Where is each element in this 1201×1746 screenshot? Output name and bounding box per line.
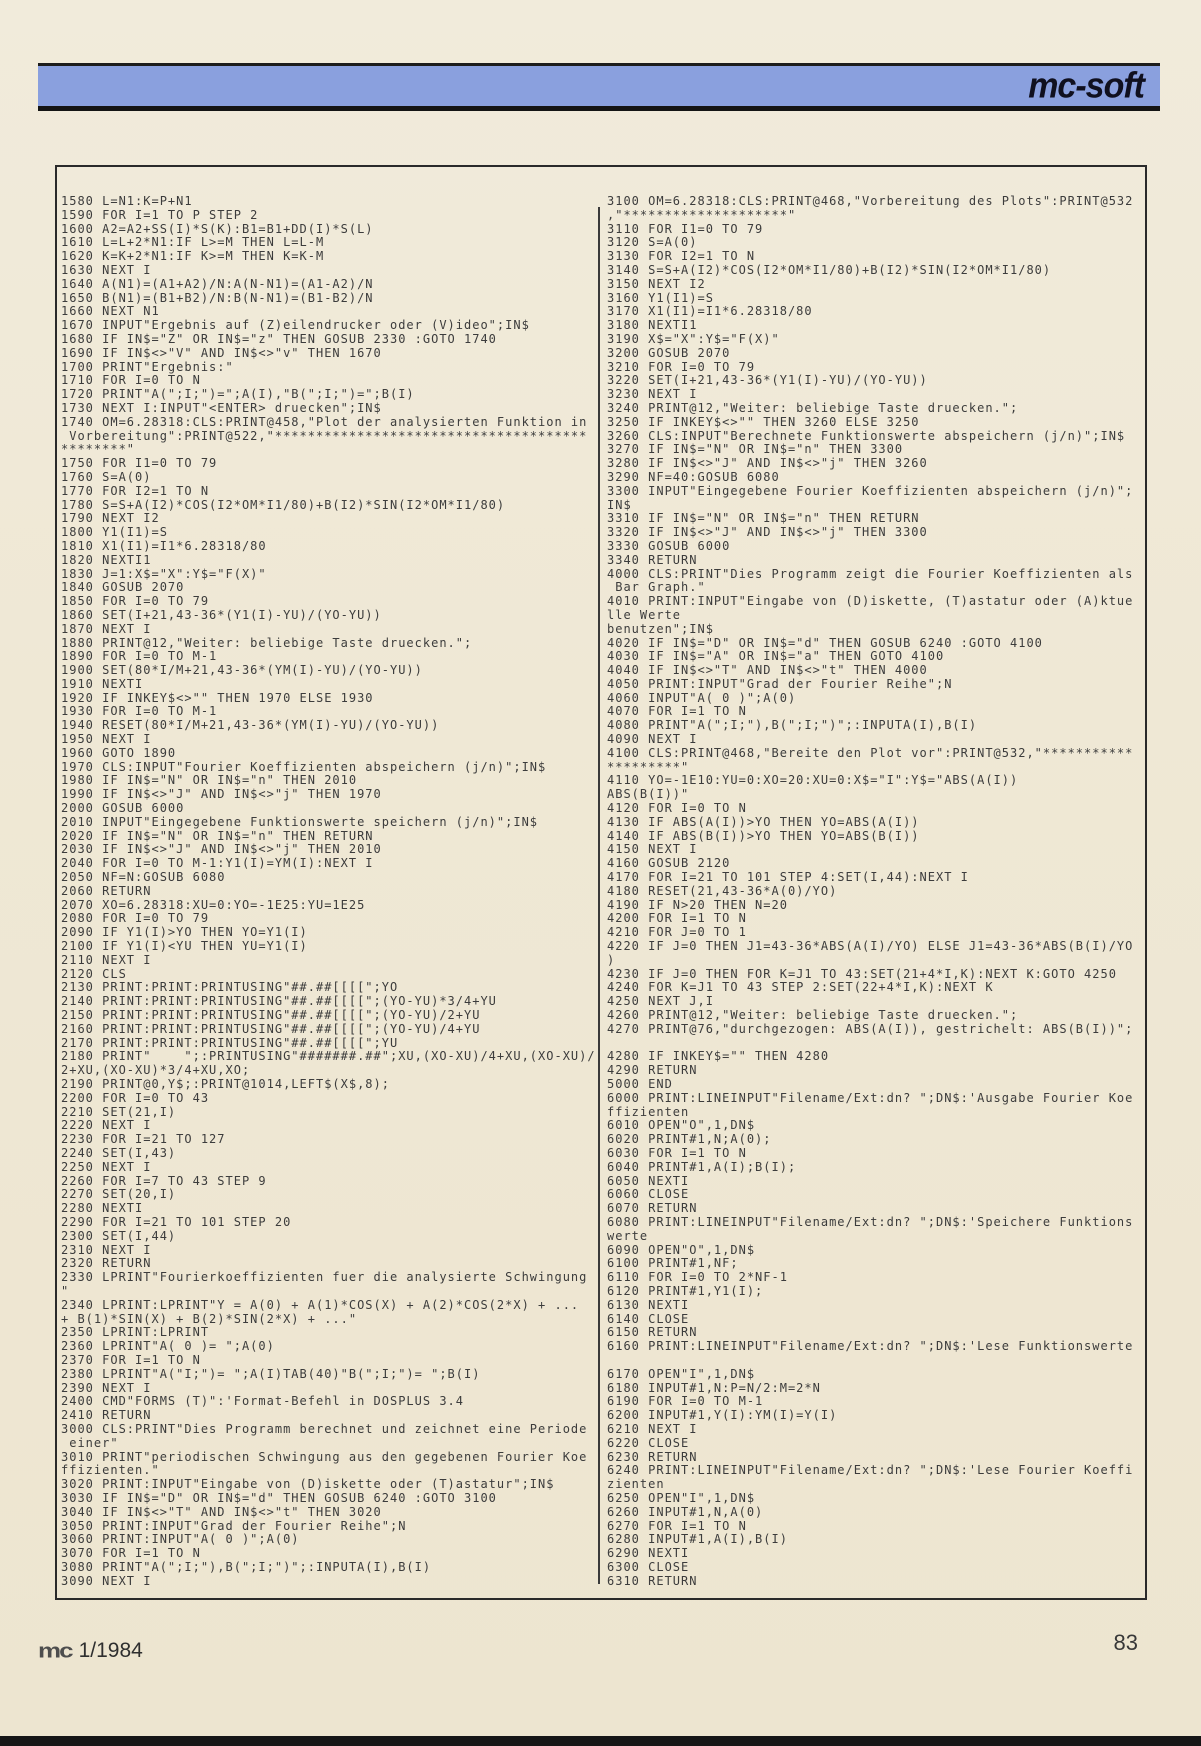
code-line: 4060 INPUT"A( 0 )";A(0) (607, 690, 797, 705)
code-line: 2310 NEXT I (61, 1242, 152, 1257)
code-line: 3090 NEXT I (61, 1573, 152, 1588)
code-line: " (61, 1283, 70, 1298)
code-line: 1590 FOR I=1 TO P STEP 2 (61, 207, 259, 222)
code-line: 1820 NEXTI1 (61, 552, 152, 567)
code-line: 3300 INPUT"Eingegebene Fourier Koeffizienten abspeichern (j/n)"; (607, 483, 1134, 498)
code-line: 2210 SET(21,I) (61, 1104, 177, 1119)
code-line: 2300 SET(I,44) (61, 1228, 177, 1243)
code-line: 3250 IF INKEY$<>"" THEN 3260 ELSE 3250 (607, 414, 920, 429)
code-line: 3210 FOR I=0 TO 79 (607, 359, 756, 374)
code-line: 3060 PRINT:INPUT"A( 0 )";A(0) (61, 1532, 300, 1547)
page-footer (38, 1630, 1160, 1670)
code-line: 2250 NEXT I (61, 1159, 152, 1174)
code-line: 4220 IF J=0 THEN J1=43-36*ABS(A(I)/YO) ELSE J1=43-36*ABS(B(I)/YO (607, 939, 1134, 954)
code-line: 4090 NEXT I (607, 732, 698, 747)
code-line: 2190 PRINT@0,Y$;:PRINT@1014,LEFT$(X$,8); (61, 1077, 390, 1091)
code-line: 5000 END (607, 1077, 673, 1091)
scan-edge-strip (0, 1736, 1201, 1746)
code-line (607, 1037, 1141, 1051)
code-line: 3280 IF IN$<>"J" AND IN$<>"j" THEN 3260 (607, 456, 928, 471)
code-line: 6220 CLOSE (607, 1435, 690, 1450)
code-line: 1780 S=S+A(I2)*COS(I2*OM*I1/80)+B(I2)*SIN(I2*OM*I1/80) (61, 497, 506, 512)
code-line: 2230 FOR I=21 TO 127 (61, 1132, 226, 1147)
code-line: 1830 J=1:X$="X":Y$="F(X)" (61, 566, 267, 581)
code-line: 1840 GOSUB 2070 (61, 580, 185, 595)
code-line: 6200 INPUT#1,Y(I):YM(I)=Y(I) (607, 1408, 838, 1423)
footer-left (38, 1636, 143, 1663)
code-line: 3230 NEXT I (607, 387, 698, 402)
code-line: 2160 PRINT:PRINT:PRINTUSING"##.##[[[[";(YO-YU)/4+YU (61, 1021, 481, 1036)
code-line: 1890 FOR I=0 TO M-1 (61, 649, 218, 664)
code-line: ffizienten." (61, 1463, 160, 1478)
code-line: 1740 OM=6.28318:CLS:PRINT@458,"Plot der analysierten Funktion in (61, 414, 588, 429)
code-line: 1930 FOR I=0 TO M-1 (61, 704, 218, 719)
code-line: 3330 GOSUB 6000 (607, 538, 731, 553)
code-line: 3260 CLS:INPUT"Berechnete Funktionswerte abspeichern (j/n)";IN$ (607, 428, 1126, 443)
code-line: 2100 IF Y1(I)<YU THEN YU=Y1(I) (61, 939, 308, 954)
code-line: 3020 PRINT:INPUT"Eingabe von (D)iskette oder (T)astatur";IN$ (61, 1477, 555, 1492)
code-line: 4050 PRINT:INPUT"Grad der Fourier Reihe";N (607, 676, 953, 691)
code-line: 6290 NEXTI (607, 1546, 690, 1561)
code-line: 1970 CLS:INPUT"Fourier Koeffizienten abspeichern (j/n)";IN$ (61, 759, 547, 774)
code-line: 2060 RETURN (61, 883, 152, 898)
code-line: 6010 OPEN"O",1,DN$ (607, 1118, 756, 1133)
code-line: 1750 FOR I1=0 TO 79 (61, 456, 218, 471)
code-line: 6070 RETURN (607, 1201, 698, 1216)
code-line: 6260 INPUT#1,N,A(0) (607, 1504, 764, 1519)
code-line: 6020 PRINT#1,N;A(0); (607, 1132, 772, 1147)
code-line: 6160 PRINT:LINEINPUT"Filename/Ext:dn? ";DN$:'Lese Funktionswerte (607, 1339, 1134, 1354)
code-line: *********" (607, 759, 690, 774)
code-line: 6050 NEXTI (607, 1173, 690, 1188)
code-line: 2350 LPRINT:LPRINT (61, 1325, 210, 1340)
code-line: ) (607, 952, 616, 967)
code-column-left (61, 195, 597, 1588)
code-line: 1670 INPUT"Ergebnis auf (Z)eilendrucker oder (V)ideo";IN$ (61, 318, 530, 333)
code-line: zienten (607, 1477, 665, 1492)
code-line: + B(1)*SIN(X) + B(2)*SIN(2*X) + ..." (61, 1311, 358, 1326)
code-line: 2240 SET(I,43) (61, 1145, 177, 1160)
code-line: 1610 L=L+2*N1:IF L>=M THEN L=L-M (61, 235, 325, 250)
code-line: 6030 FOR I=1 TO N (607, 1145, 747, 1160)
code-line: 2400 CMD"FORMS (T)":'Format-Befehl in DOSPLUS 3.4 (61, 1394, 465, 1409)
code-line: 4000 CLS:PRINT"Dies Programm zeigt die Fourier Koeffizienten als (607, 566, 1134, 581)
code-line: 3110 FOR I1=0 TO 79 (607, 221, 764, 236)
code-line: 1650 B(N1)=(B1+B2)/N:B(N-N1)=(B1-B2)/N (61, 290, 374, 305)
mc-logo: mc (38, 1638, 72, 1663)
code-line: 6190 FOR I=0 TO M-1 (607, 1394, 764, 1409)
code-line: 1980 IF IN$="N" OR IN$="n" THEN 2010 (61, 773, 358, 788)
code-line: 1860 SET(I+21,43-36*(Y1(I)-YU)/(YO-YU)) (61, 607, 382, 622)
code-line: 6310 RETURN (607, 1573, 698, 1588)
code-line: 3120 S=A(0) (607, 235, 698, 250)
code-line: 1630 NEXT I (61, 262, 152, 277)
code-line: 4150 NEXT I (607, 842, 698, 857)
code-line: 6300 CLOSE (607, 1559, 690, 1574)
code-line: 3200 GOSUB 2070 (607, 345, 731, 360)
code-line: 6140 CLOSE (607, 1311, 690, 1326)
code-line: 3190 X$="X":Y$="F(X)" (607, 331, 780, 346)
page-number: 83 (1113, 1630, 1138, 1655)
code-line: 4230 IF J=0 THEN FOR K=J1 TO 43:SET(21+4*I,K):NEXT K:GOTO 4250 (607, 966, 1117, 981)
code-line: 3000 CLS:PRINT"Dies Programm berechnet und zeichnet eine Periode (61, 1421, 588, 1436)
code-line: 2040 FOR I=0 TO M-1:Y1(I)=YM(I):NEXT I (61, 856, 374, 871)
code-line: 3270 IF IN$="N" OR IN$="n" THEN 3300 (607, 442, 904, 457)
code-line: 2+XU,(XO-XU)*3/4+XU,XO; (61, 1063, 251, 1078)
code-line: 1920 IF INKEY$<>"" THEN 1970 ELSE 1930 (61, 690, 374, 705)
code-line: 4270 PRINT@76,"durchgezogen: ABS(A(I)), gestrichelt: ABS(B(I))"; (607, 1021, 1134, 1036)
code-line: 2220 NEXT I (61, 1118, 152, 1133)
code-line: 3180 NEXTI1 (607, 318, 698, 333)
code-line: 3340 RETURN (607, 552, 698, 567)
code-line: 4020 IF IN$="D" OR IN$="d" THEN GOSUB 6240 :GOTO 4100 (607, 635, 1043, 650)
code-listing-box (55, 165, 1147, 1600)
code-line: ********" (61, 442, 136, 457)
code-line: 1730 NEXT I:INPUT"<ENTER> druecken";IN$ (61, 400, 382, 415)
code-line: 1580 L=N1:K=P+N1 (61, 194, 193, 208)
mc-soft-logo: mc-soft (1028, 66, 1144, 106)
code-line: 3130 FOR I2=1 TO N (607, 249, 756, 264)
code-line: 1900 SET(80*I/M+21,43-36*(YM(I)-YU)/(YO-YU)) (61, 663, 423, 678)
code-line: 1850 FOR I=0 TO 79 (61, 594, 210, 609)
code-line: 1700 PRINT"Ergebnis:" (61, 359, 234, 374)
code-line: 2110 NEXT I (61, 952, 152, 967)
code-line: 3080 PRINT"A(";I;"),B(";I;")";:INPUTA(I),B(I) (61, 1559, 432, 1574)
code-line: 2120 CLS (61, 966, 127, 981)
code-line: 3160 Y1(I1)=S (607, 290, 714, 305)
code-line: 4130 IF ABS(A(I))>YO THEN YO=ABS(A(I)) (607, 814, 920, 829)
code-line: 3320 IF IN$<>"J" AND IN$<>"j" THEN 3300 (607, 525, 928, 540)
code-line: 2290 FOR I=21 TO 101 STEP 20 (61, 1214, 292, 1229)
code-line: 4030 IF IN$="A" OR IN$="a" THEN GOTO 4100 (607, 649, 945, 664)
code-line: 3150 NEXT I2 (607, 276, 706, 291)
code-line: 6280 INPUT#1,A(I),B(I) (607, 1532, 788, 1547)
code-line: 2010 INPUT"Eingegebene Funktionswerte speichern (j/n)";IN$ (61, 814, 539, 829)
code-line: 3240 PRINT@12,"Weiter: beliebige Taste druecken."; (607, 400, 1019, 415)
code-line: 4170 FOR I=21 TO 101 STEP 4:SET(I,44):NEXT I (607, 870, 969, 885)
code-line: 3140 S=S+A(I2)*COS(I2*OM*I1/80)+B(I2)*SIN(I2*OM*I1/80) (607, 262, 1052, 277)
code-line: 4190 IF N>20 THEN N=20 (607, 897, 788, 912)
code-line: 2070 XO=6.28318:XU=0:YO=-1E25:YU=1E25 (61, 897, 366, 912)
code-line: 2000 GOSUB 6000 (61, 801, 185, 816)
code-line: 6060 CLOSE (607, 1187, 690, 1202)
code-line: 2020 IF IN$="N" OR IN$="n" THEN RETURN (61, 828, 374, 843)
code-line: 4160 GOSUB 2120 (607, 856, 731, 871)
code-line: 3170 X1(I1)=I1*6.28318/80 (607, 304, 813, 319)
code-line: 2410 RETURN (61, 1408, 152, 1423)
code-line: 2200 FOR I=0 TO 43 (61, 1090, 210, 1105)
code-line: 2370 FOR I=1 TO N (61, 1352, 201, 1367)
code-line: 1790 NEXT I2 (61, 511, 160, 526)
code-line: 3010 PRINT"periodischen Schwingung aus den gegebenen Fourier Koe (61, 1449, 588, 1464)
code-line: 1800 Y1(I1)=S (61, 525, 168, 540)
code-line: 2080 FOR I=0 TO 79 (61, 911, 210, 926)
code-line: 3040 IF IN$<>"T" AND IN$<>"t" THEN 3020 (61, 1504, 382, 1519)
code-line: 6210 NEXT I (607, 1421, 698, 1436)
code-line: 4120 FOR I=0 TO N (607, 801, 747, 816)
code-line: 6000 PRINT:LINEINPUT"Filename/Ext:dn? ";DN$:'Ausgabe Fourier Koe (607, 1090, 1134, 1105)
code-line: 6180 INPUT#1,N:P=N/2:M=2*N (607, 1380, 821, 1395)
code-line: 2260 FOR I=7 TO 43 STEP 9 (61, 1173, 267, 1188)
code-line: 4010 PRINT:INPUT"Eingabe von (D)iskette, (T)astatur oder (A)ktue (607, 594, 1134, 609)
code-line: 3290 NF=40:GOSUB 6080 (607, 469, 780, 484)
code-line: 1950 NEXT I (61, 732, 152, 747)
code-line: 1990 IF IN$<>"J" AND IN$<>"j" THEN 1970 (61, 787, 382, 802)
code-line: IN$ (607, 497, 632, 512)
code-line: 1600 A2=A2+SS(I)*S(K):B1=B1+DD(I)*S(L) (61, 221, 374, 236)
code-line: einer" (61, 1435, 119, 1450)
code-line: ABS(B(I))" (607, 787, 690, 802)
header-bar (38, 63, 1160, 111)
code-line (607, 1354, 1141, 1368)
code-line: 3220 SET(I+21,43-36*(Y1(I)-YU)/(YO-YU)) (607, 373, 928, 388)
code-line: ,"********************" (607, 207, 797, 222)
code-line: 1690 IF IN$<>"V" AND IN$<>"v" THEN 1670 (61, 345, 382, 360)
code-line: 3310 IF IN$="N" OR IN$="n" THEN RETURN (607, 511, 920, 526)
code-line: 3070 FOR I=1 TO N (61, 1546, 201, 1561)
code-line: ffizienten (607, 1104, 690, 1119)
code-line: Bar Graph." (607, 580, 706, 595)
code-line: 4100 CLS:PRINT@468,"Bereite den Plot vor":PRINT@532,"*********** (607, 745, 1134, 760)
code-line: Vorbereitung":PRINT@522,"************************************** (61, 428, 588, 443)
code-line: 4070 FOR I=1 TO N (607, 704, 747, 719)
issue-label: 1/1984 (78, 1639, 143, 1662)
code-line: 1710 FOR I=0 TO N (61, 373, 201, 388)
code-line: 1640 A(N1)=(A1+A2)/N:A(N-N1)=(A1-A2)/N (61, 276, 374, 291)
code-line: 2130 PRINT:PRINT:PRINTUSING"##.##[[[[";YO (61, 980, 399, 995)
code-line: 2340 LPRINT:LPRINT"Y = A(0) + A(1)*COS(X) + A(2)*COS(2*X) + ... (61, 1297, 580, 1312)
code-line: 6100 PRINT#1,NF; (607, 1256, 739, 1271)
code-line: 4240 FOR K=J1 TO 43 STEP 2:SET(22+4*I,K):NEXT K (607, 980, 994, 995)
code-line: werte (607, 1228, 649, 1243)
code-line: 2380 LPRINT"A("I;")= ";A(I)TAB(40)"B(";I;")= ";B(I) (61, 1366, 481, 1381)
code-line: 4110 YO=-1E10:YU=0:XO=20:XU=0:X$="I":Y$="ABS(A(I)) (607, 773, 1019, 788)
code-line: 3050 PRINT:INPUT"Grad der Fourier Reihe";N (61, 1518, 407, 1533)
code-line: 2330 LPRINT"Fourierkoeffizienten fuer die analysierte Schwingung (61, 1270, 588, 1285)
code-line: 2150 PRINT:PRINT:PRINTUSING"##.##[[[[";(YO-YU)/2+YU (61, 1008, 481, 1023)
code-line: 4200 FOR I=1 TO N (607, 911, 747, 926)
code-line: 6230 RETURN (607, 1449, 698, 1464)
code-line: 2270 SET(20,I) (61, 1187, 177, 1202)
code-line: 6080 PRINT:LINEINPUT"Filename/Ext:dn? ";DN$:'Speichere Funktions (607, 1214, 1134, 1229)
code-line: 4280 IF INKEY$="" THEN 4280 (607, 1049, 830, 1064)
code-line: 3100 OM=6.28318:CLS:PRINT@468,"Vorbereitung des Plots":PRINT@532 (607, 194, 1134, 208)
code-line: 1810 X1(I1)=I1*6.28318/80 (61, 538, 267, 553)
code-column-right (607, 195, 1141, 1588)
code-line: 4210 FOR J=0 TO 1 (607, 925, 747, 940)
code-line: 2140 PRINT:PRINT:PRINTUSING"##.##[[[[";(YO-YU)*3/4+YU (61, 994, 497, 1009)
code-line: 1940 RESET(80*I/M+21,43-36*(YM(I)-YU)/(YO-YU)) (61, 718, 440, 733)
code-line: 1680 IF IN$="Z" OR IN$="z" THEN GOSUB 2330 :GOTO 1740 (61, 331, 497, 346)
code-line: 6270 FOR I=1 TO N (607, 1518, 747, 1533)
code-line: 1870 NEXT I (61, 621, 152, 636)
code-line: 2280 NEXTI (61, 1201, 144, 1216)
code-line: 2090 IF Y1(I)>YO THEN YO=Y1(I) (61, 925, 308, 940)
code-line: 2030 IF IN$<>"J" AND IN$<>"j" THEN 2010 (61, 842, 382, 857)
code-line: 6130 NEXTI (607, 1297, 690, 1312)
code-line: 1960 GOTO 1890 (61, 745, 177, 760)
column-divider (598, 207, 600, 1584)
code-line: 3030 IF IN$="D" OR IN$="d" THEN GOSUB 6240 :GOTO 3100 (61, 1490, 497, 1505)
code-line: 2170 PRINT:PRINT:PRINTUSING"##.##[[[[";YU (61, 1035, 399, 1050)
code-line: 1770 FOR I2=1 TO N (61, 483, 210, 498)
code-line: 6250 OPEN"I",1,DN$ (607, 1490, 756, 1505)
code-line: 6120 PRINT#1,Y1(I); (607, 1283, 764, 1298)
code-line: 2180 PRINT" ";:PRINTUSING"#######.##";XU,(XO-XU)/4+XU,(XO-XU)/ (61, 1049, 596, 1064)
code-line: 1620 K=K+2*N1:IF K>=M THEN K=K-M (61, 249, 325, 264)
code-line: 1880 PRINT@12,"Weiter: beliebige Taste druecken."; (61, 635, 473, 650)
code-line: 4040 IF IN$<>"T" AND IN$<>"t" THEN 4000 (607, 663, 928, 678)
code-line: 4140 IF ABS(B(I))>YO THEN YO=ABS(B(I)) (607, 828, 920, 843)
code-line: 4250 NEXT J,I (607, 994, 714, 1009)
code-line: benutzen";IN$ (607, 621, 714, 636)
code-line: 6240 PRINT:LINEINPUT"Filename/Ext:dn? ";DN$:'Lese Fourier Koeffi (607, 1463, 1134, 1478)
code-line: 6150 RETURN (607, 1325, 698, 1340)
code-line: 6110 FOR I=0 TO 2*NF-1 (607, 1270, 788, 1285)
code-line: 1660 NEXT N1 (61, 304, 160, 319)
code-line: 4260 PRINT@12,"Weiter: beliebige Taste druecken."; (607, 1008, 1019, 1023)
code-line: 6040 PRINT#1,A(I);B(I); (607, 1159, 797, 1174)
code-line: 4080 PRINT"A(";I;"),B(";I;")";:INPUTA(I),B(I) (607, 718, 978, 733)
code-line: 4290 RETURN (607, 1063, 698, 1078)
code-line: 1910 NEXTI (61, 676, 144, 691)
code-line: 4180 RESET(21,43-36*A(0)/YO) (607, 883, 838, 898)
code-line: 2360 LPRINT"A( 0 )= ";A(0) (61, 1339, 275, 1354)
code-line: lle Werte (607, 607, 682, 622)
code-line: 2390 NEXT I (61, 1380, 152, 1395)
code-line: 1720 PRINT"A(";I;")=";A(I),"B(";I;")=";B(I) (61, 387, 415, 402)
code-line: 2320 RETURN (61, 1256, 152, 1271)
code-line: 1760 S=A(0) (61, 469, 152, 484)
code-line: 6090 OPEN"O",1,DN$ (607, 1242, 756, 1257)
code-line: 6170 OPEN"I",1,DN$ (607, 1366, 756, 1381)
code-line: 2050 NF=N:GOSUB 6080 (61, 870, 226, 885)
